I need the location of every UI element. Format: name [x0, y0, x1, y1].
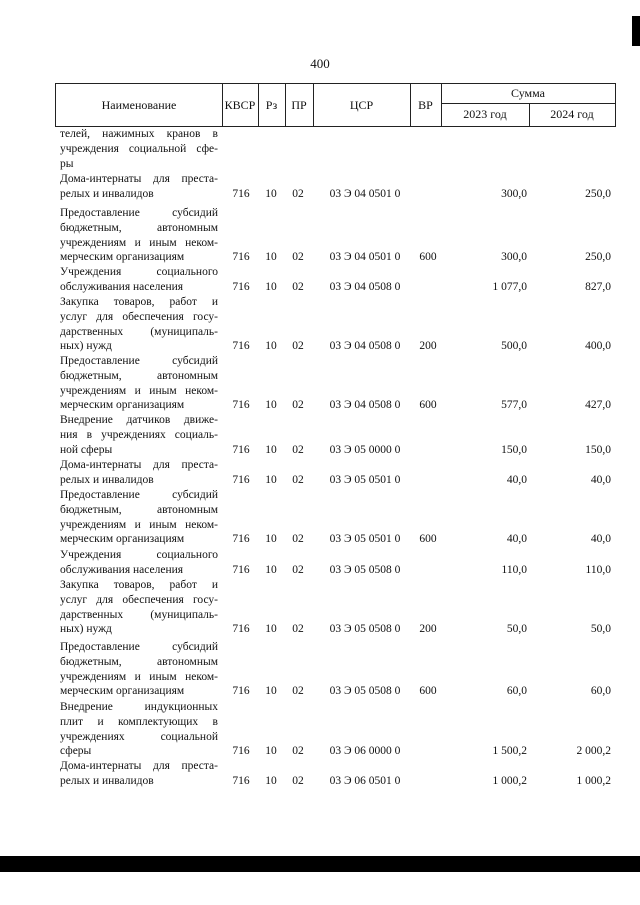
row-sum-2024: 250,0	[585, 187, 611, 200]
row-name-line: релых и инвалидов	[60, 473, 154, 486]
row-pr: 02	[292, 399, 304, 412]
row-name-line: Внедрение индукционных	[60, 701, 218, 713]
row-name	[60, 295, 218, 354]
row-csr: 03 Э 05 0508 0	[329, 563, 401, 576]
row-name-line: Внедрение датчиков движе-	[60, 414, 218, 426]
row-pr: 02	[292, 685, 304, 698]
row-csr: 03 Э 04 0501 0	[329, 251, 401, 264]
row-rz: 10	[265, 443, 277, 456]
table-row	[55, 206, 616, 265]
row-name	[60, 578, 218, 637]
row-name-line: мерческим организациям	[60, 685, 185, 698]
row-csr: 03 Э 04 0501 0	[329, 187, 401, 200]
row-name	[60, 488, 218, 547]
row-name-line: Дома-интернаты для преста-	[60, 173, 218, 185]
row-pr: 02	[292, 563, 304, 576]
row-name-line: обслуживания населения	[60, 563, 184, 576]
row-rz: 10	[265, 399, 277, 412]
row-sum-2023: 50,0	[506, 623, 527, 636]
row-name-line: Дома-интернаты для преста-	[60, 459, 218, 471]
row-rz: 10	[265, 685, 277, 698]
row-vr: 600	[419, 251, 437, 264]
row-name-line: мерческим организациям	[60, 399, 185, 412]
row-rz: 10	[265, 533, 277, 546]
row-name	[60, 206, 218, 265]
table-row	[55, 265, 616, 295]
row-kvsr: 716	[232, 563, 250, 576]
row-rz: 10	[265, 340, 277, 353]
row-sum-2023: 1 077,0	[492, 280, 527, 293]
scan-edge-mark	[632, 16, 640, 46]
row-name-line: бюджетным, автономным	[60, 655, 218, 668]
row-csr: 03 Э 05 0508 0	[329, 623, 401, 636]
row-name	[60, 413, 218, 457]
row-rz: 10	[265, 473, 277, 486]
row-csr: 03 Э 05 0501 0	[329, 533, 401, 546]
row-sum-2023: 40,0	[506, 473, 527, 486]
header-name: Наименование	[101, 97, 177, 112]
row-kvsr: 716	[232, 251, 250, 264]
row-rz: 10	[265, 251, 277, 264]
row-pr: 02	[292, 774, 304, 787]
scan-bottom-bar	[0, 856, 640, 872]
header-2024: 2024 год	[550, 107, 594, 121]
row-kvsr: 716	[232, 187, 250, 200]
header-vr: ВР	[418, 97, 433, 112]
row-vr: 200	[419, 623, 437, 636]
header-csr: ЦСР	[349, 97, 374, 112]
row-name-line: Предоставление субсидий	[60, 489, 218, 501]
row-sum-2023: 150,0	[501, 443, 527, 456]
row-vr: 600	[419, 399, 437, 412]
row-rz: 10	[265, 563, 277, 576]
row-rz: 10	[265, 280, 277, 293]
table-row	[55, 640, 616, 699]
row-name-line: учреждениях социальной	[60, 730, 218, 743]
row-name-line: учреждениям и иным неком-	[60, 384, 218, 397]
row-name-line: ной сферы	[60, 443, 113, 456]
row-sum-2023: 1 500,2	[492, 745, 527, 758]
row-kvsr: 716	[232, 443, 250, 456]
row-rz: 10	[265, 187, 277, 200]
row-name	[60, 127, 218, 171]
row-name	[60, 548, 218, 578]
row-kvsr: 716	[232, 685, 250, 698]
row-sum-2023: 110,0	[501, 563, 527, 576]
row-pr: 02	[292, 443, 304, 456]
row-pr: 02	[292, 251, 304, 264]
row-csr: 03 Э 04 0508 0	[329, 340, 401, 353]
row-kvsr: 716	[232, 745, 250, 758]
row-name	[60, 700, 218, 759]
row-vr: 200	[419, 340, 437, 353]
row-name-line: Закупка товаров, работ и	[60, 296, 218, 308]
row-kvsr: 716	[232, 340, 250, 353]
row-kvsr: 716	[232, 473, 250, 486]
row-name	[60, 172, 218, 202]
row-name	[60, 458, 218, 488]
row-sum-2024: 40,0	[590, 533, 611, 546]
table-row	[55, 458, 616, 488]
row-sum-2024: 60,0	[590, 685, 611, 698]
row-pr: 02	[292, 473, 304, 486]
row-name-line: бюджетным, автономным	[60, 503, 218, 516]
header-sum: Сумма	[511, 86, 545, 100]
row-pr: 02	[292, 533, 304, 546]
row-csr: 03 Э 06 0000 0	[329, 745, 401, 758]
row-sum-2023: 300,0	[501, 251, 527, 264]
row-sum-2024: 150,0	[585, 443, 611, 456]
row-rz: 10	[265, 745, 277, 758]
row-csr: 03 Э 06 0501 0	[329, 774, 401, 787]
page-number: 400	[310, 56, 330, 71]
table-row	[55, 759, 616, 789]
row-name-line: учреждениям и иным неком-	[60, 236, 218, 249]
row-sum-2023: 577,0	[501, 399, 527, 412]
row-kvsr: 716	[232, 280, 250, 293]
row-name-line: Предоставление субсидий	[60, 641, 218, 653]
row-sum-2024: 250,0	[585, 251, 611, 264]
row-name	[60, 354, 218, 413]
table-header	[55, 83, 616, 127]
row-rz: 10	[265, 623, 277, 636]
row-name-line: ры	[60, 157, 74, 170]
table-row	[55, 172, 616, 202]
table-row	[55, 127, 616, 171]
row-sum-2023: 40,0	[506, 533, 527, 546]
row-pr: 02	[292, 623, 304, 636]
table-row	[55, 488, 616, 547]
row-name-line: учреждения социальной сфе-	[60, 142, 218, 155]
row-name-line: бюджетным, автономным	[60, 369, 218, 382]
row-name-line: релых и инвалидов	[60, 774, 154, 787]
row-sum-2023: 60,0	[506, 685, 527, 698]
table-row	[55, 578, 616, 637]
row-name-line: обслуживания населения	[60, 280, 184, 293]
table-row	[55, 700, 616, 759]
row-csr: 03 Э 05 0000 0	[329, 443, 401, 456]
row-sum-2024: 2 000,2	[576, 745, 611, 758]
row-name-line: сферы	[60, 745, 92, 758]
table-row	[55, 295, 616, 354]
row-kvsr: 716	[232, 774, 250, 787]
row-sum-2024: 110,0	[585, 563, 611, 576]
row-sum-2024: 400,0	[585, 340, 611, 353]
row-name-line: учреждениям и иным неком-	[60, 518, 218, 531]
row-sum-2024: 427,0	[585, 399, 611, 412]
row-name-line: Учреждения социального	[60, 549, 218, 561]
row-sum-2024: 1 000,2	[576, 774, 611, 787]
header-rz: Рз	[265, 97, 278, 112]
row-name-line: мерческим организациям	[60, 251, 185, 264]
row-pr: 02	[292, 280, 304, 293]
row-name-line: дарственных (муниципаль-	[60, 325, 218, 338]
row-kvsr: 716	[232, 399, 250, 412]
row-pr: 02	[292, 745, 304, 758]
row-sum-2023: 500,0	[501, 340, 527, 353]
row-name-line: ных) нужд	[60, 623, 112, 636]
row-name-line: Учреждения социального	[60, 266, 218, 278]
row-csr: 03 Э 05 0508 0	[329, 685, 401, 698]
row-csr: 03 Э 05 0501 0	[329, 473, 401, 486]
header-2023: 2023 год	[463, 107, 507, 121]
row-csr: 03 Э 04 0508 0	[329, 399, 401, 412]
row-sum-2024: 40,0	[590, 473, 611, 486]
row-vr: 600	[419, 533, 437, 546]
row-name-line: плит и комплектующих в	[60, 715, 218, 728]
row-kvsr: 716	[232, 533, 250, 546]
row-name-line: ных) нужд	[60, 340, 112, 353]
row-name-line: услуг для обеспечения госу-	[60, 310, 218, 323]
header-kvsr: КВСР	[224, 97, 256, 112]
row-sum-2023: 1 000,2	[492, 774, 527, 787]
table-row	[55, 413, 616, 457]
row-sum-2024: 827,0	[585, 280, 611, 293]
row-name-line: бюджетным, автономным	[60, 221, 218, 234]
row-name-line: Предоставление субсидий	[60, 355, 218, 367]
row-name-line: ния в учреждениях социаль-	[60, 428, 218, 441]
row-rz: 10	[265, 774, 277, 787]
row-name-line: услуг для обеспечения госу-	[60, 593, 218, 606]
row-name	[60, 640, 218, 699]
row-name-line: телей, нажимных кранов в	[60, 128, 218, 140]
row-name-line: Предоставление субсидий	[60, 207, 218, 219]
header-pr: ПР	[291, 97, 307, 112]
table-row	[55, 548, 616, 578]
row-pr: 02	[292, 187, 304, 200]
row-name	[60, 759, 218, 789]
table-row	[55, 354, 616, 413]
row-name-line: Закупка товаров, работ и	[60, 579, 218, 591]
row-name-line: мерческим организациям	[60, 533, 185, 546]
row-vr: 600	[419, 685, 437, 698]
row-csr: 03 Э 04 0508 0	[329, 280, 401, 293]
row-name-line: учреждениям и иным неком-	[60, 670, 218, 683]
row-sum-2023: 300,0	[501, 187, 527, 200]
row-pr: 02	[292, 340, 304, 353]
row-kvsr: 716	[232, 623, 250, 636]
row-name-line: релых и инвалидов	[60, 187, 154, 200]
row-name-line: Дома-интернаты для преста-	[60, 760, 218, 772]
row-name	[60, 265, 218, 295]
row-sum-2024: 50,0	[590, 623, 611, 636]
row-name-line: дарственных (муниципаль-	[60, 608, 218, 621]
